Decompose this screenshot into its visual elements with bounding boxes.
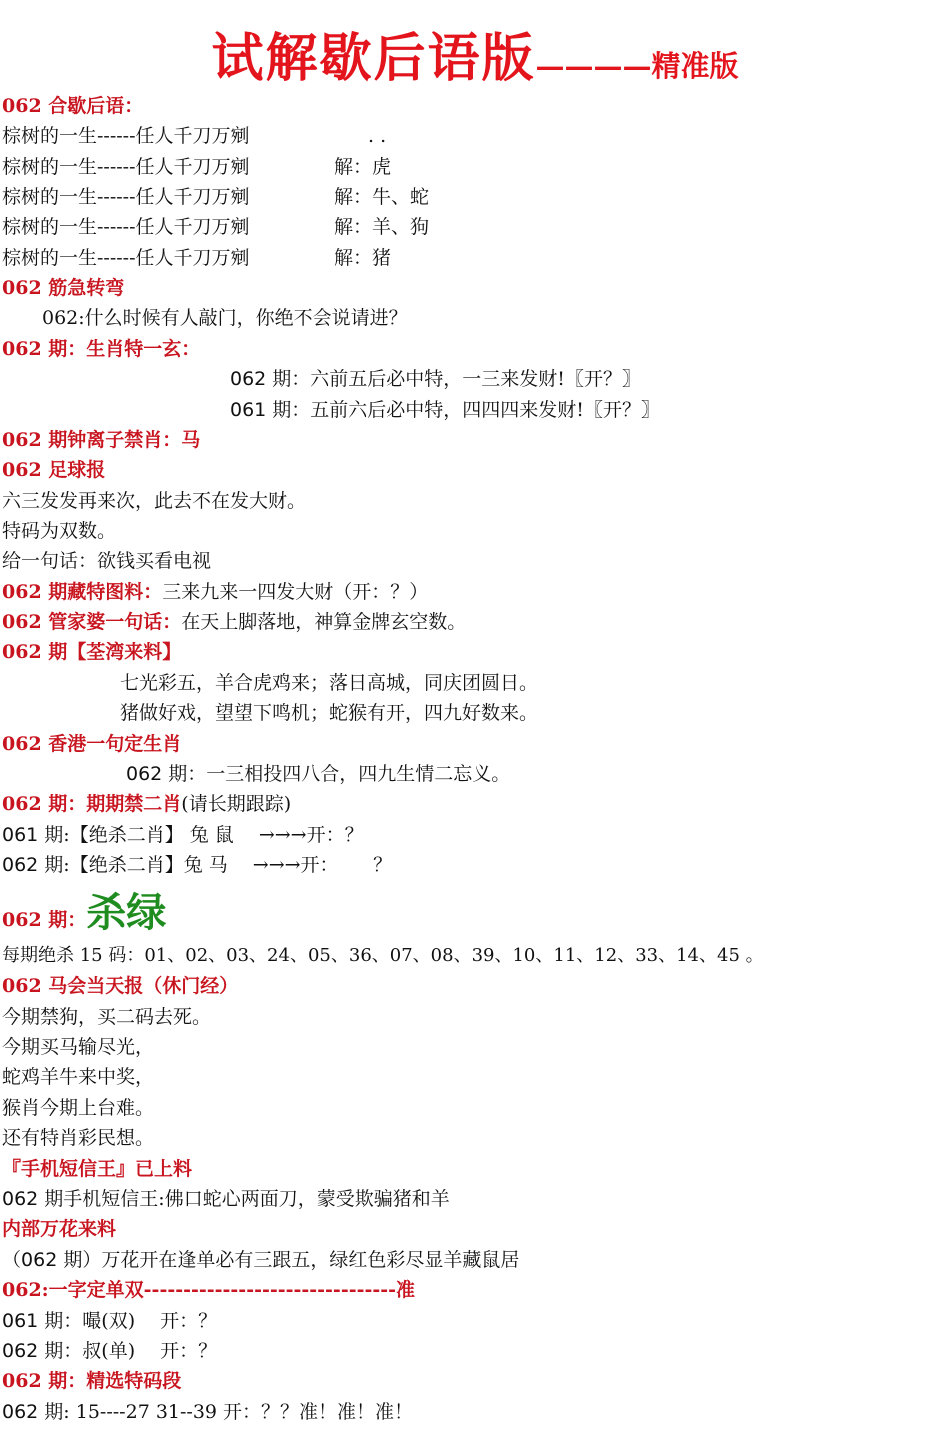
riddle-text: 棕树的一生------任人千刀万剜 bbox=[2, 125, 250, 147]
page-title bbox=[0, 16, 950, 91]
racing-line: 今期禁狗，买二码去死。 bbox=[2, 1006, 212, 1028]
hongkong-line: 062 期：一三相投四八合，四九生情二忘义。 bbox=[126, 763, 511, 785]
riddle-line bbox=[2, 121, 387, 151]
title-suffix: 精准版 bbox=[651, 49, 739, 83]
kill-two-line: 061 期:【绝杀二肖】 兔 鼠 →→→开：？ bbox=[2, 824, 364, 846]
tsuenwan-line: 猪做好戏，望望下鸣机；蛇猴有开，四九好数来。 bbox=[120, 702, 539, 724]
section-heading-sms: 『手机短信王』已上料 bbox=[2, 1158, 193, 1180]
brainteaser-question: 062:什么时候有人敲门，你绝不会说请进？ bbox=[42, 307, 408, 329]
riddle-text: 棕树的一生------任人千刀万剜 bbox=[2, 216, 250, 238]
football-line: 给一句话：欲钱买看电视 bbox=[2, 550, 212, 572]
section-heading-banned: 062 期钟离子禁肖：马 bbox=[2, 429, 201, 451]
kill-numbers: 每期绝杀 15 码：01、02、03、24、05、36、07、08、39、10、11、12、33、14、45 。 bbox=[2, 945, 764, 966]
section-heading-tsuenwan: 062 期【荃湾来料】 bbox=[2, 641, 182, 663]
racing-line: 今期买马输尽光， bbox=[2, 1036, 155, 1058]
riddle-text: 棕树的一生------任人千刀万剜 bbox=[2, 247, 250, 269]
riddle-line bbox=[2, 243, 392, 273]
riddle-line bbox=[2, 152, 392, 182]
riddle-answer: 解：虎 bbox=[334, 156, 392, 178]
riddle-answer: 解：羊、狗 bbox=[334, 216, 430, 238]
section-heading-odd-even: 062:一字定单双--------------------------------准 bbox=[2, 1279, 416, 1301]
segment-line: 062 期: 15----27 31--39 开：？？准！准！准！ bbox=[2, 1401, 414, 1423]
title-dash: ———— bbox=[535, 49, 652, 83]
section-heading-zodiac: 062 期：生肖特一玄： bbox=[2, 338, 201, 360]
section-heading-football: 062 足球报 bbox=[2, 459, 106, 481]
riddle-answer: 解：猪 bbox=[334, 247, 392, 269]
kill-two-line: 062 期:【绝杀二肖】兔 马 →→→开： ？ bbox=[2, 854, 393, 876]
section-heading-racing: 062 马会当天报（休门经） bbox=[2, 975, 239, 997]
racing-line: 猴肖今期上台难。 bbox=[2, 1097, 155, 1119]
section-heading-hongkong: 062 香港一句定生肖 bbox=[2, 733, 182, 755]
section-heading-kill-two: 062 期：期期禁二肖(请长期跟踪) bbox=[2, 793, 292, 815]
football-line: 六三发发再来次，此去不在发大财。 bbox=[2, 490, 307, 512]
racing-line: 还有特肖彩民想。 bbox=[2, 1127, 155, 1149]
wanhua-line: （062 期）万花开在逢单必有三跟五，绿红色彩尽显羊藏鼠居 bbox=[2, 1249, 520, 1271]
zodiac-line: 061 期：五前六后必中特，四四四来发财!〖开？〗 bbox=[230, 399, 660, 421]
hidden-picture-line: 062 期藏特图料：三来九来一四发大财（开：？） bbox=[2, 581, 429, 603]
title-main: 试解歇后语版 bbox=[211, 28, 536, 89]
sms-line: 062 期手机短信王:佛口蛇心两面刀，蒙受欺骗猪和羊 bbox=[2, 1188, 450, 1210]
section-heading-brainteaser: 062 筋急转弯 bbox=[2, 277, 125, 299]
section-heading-riddle: 062 合歇后语： bbox=[2, 95, 144, 117]
riddle-line bbox=[2, 182, 430, 212]
kill-green-text: 杀绿 bbox=[86, 889, 167, 936]
housekeeper-line: 062 管家婆一句话：在天上脚落地，神算金牌玄空数。 bbox=[2, 611, 467, 633]
football-line: 特码为双数。 bbox=[2, 520, 117, 542]
zodiac-line: 062 期：六前五后必中特，一三来发财!〖开？〗 bbox=[230, 368, 641, 390]
odd-even-line: 062 期：叔(单) 开：？ bbox=[2, 1340, 218, 1362]
riddle-text: 棕树的一生------任人千刀万剜 bbox=[2, 156, 250, 178]
riddle-mark: . . bbox=[368, 125, 387, 147]
tsuenwan-line: 七光彩五，羊合虎鸡来；落日高城，同庆团圆日。 bbox=[120, 672, 539, 694]
section-heading-segment: 062 期：精选特码段 bbox=[2, 1370, 182, 1392]
kill-green-line: 062 期：杀绿 bbox=[2, 889, 167, 936]
odd-even-line: 061 期：嘬(双) 开：？ bbox=[2, 1310, 218, 1332]
riddle-line bbox=[2, 212, 430, 242]
section-heading-wanhua: 内部万花来料 bbox=[2, 1218, 117, 1240]
riddle-answer: 解：牛、蛇 bbox=[334, 186, 430, 208]
racing-line: 蛇鸡羊牛来中奖， bbox=[2, 1066, 155, 1088]
riddle-text: 棕树的一生------任人千刀万剜 bbox=[2, 186, 250, 208]
